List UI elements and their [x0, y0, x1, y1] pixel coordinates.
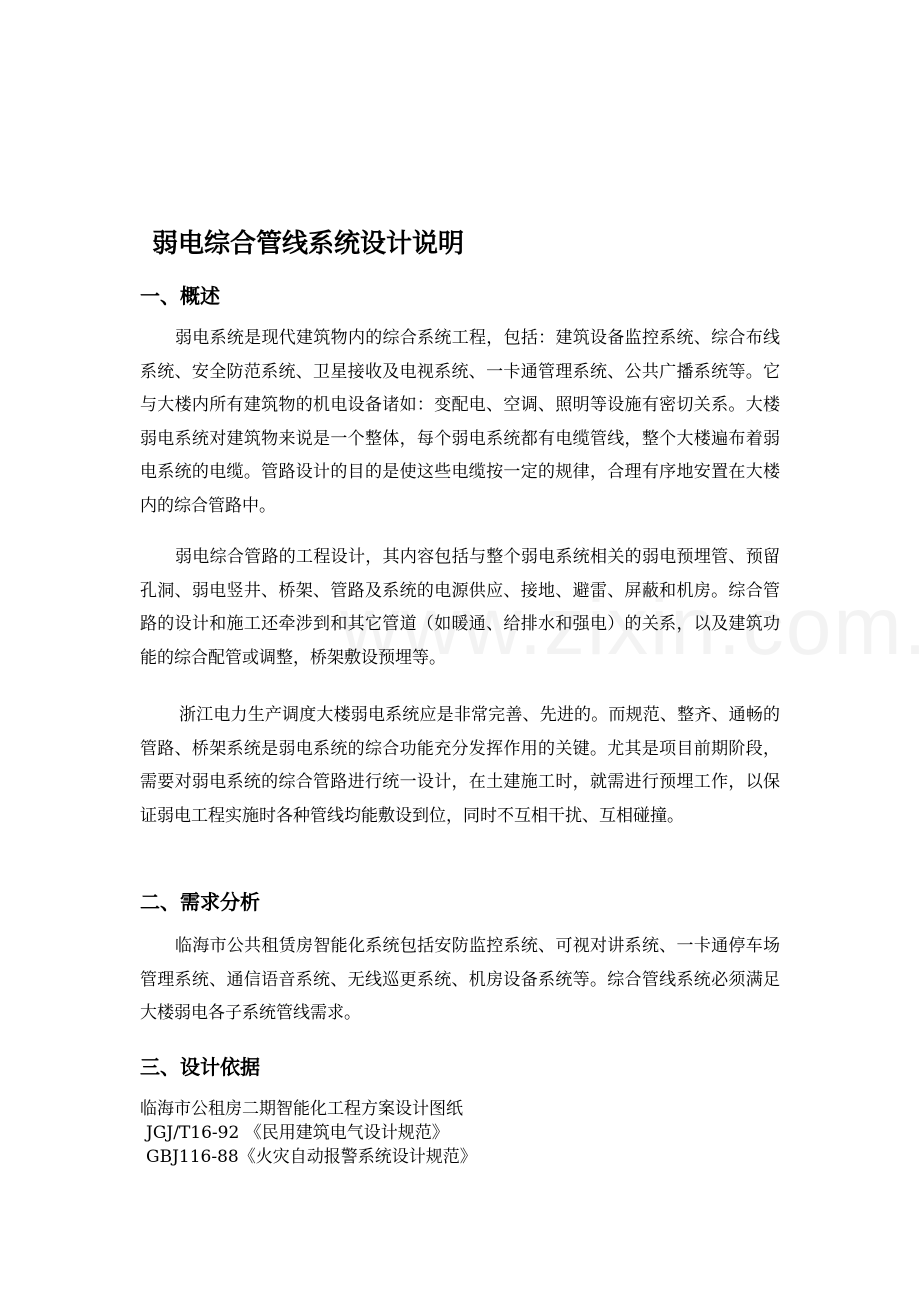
document-title: 弱电综合管线系统设计说明	[152, 229, 465, 259]
section-heading-overview: 一、概述	[140, 284, 220, 308]
reference-item: JGJ/T16-92 《民用建筑电气设计规范》	[146, 1123, 449, 1143]
section-heading-design-basis: 三、设计依据	[140, 1055, 260, 1079]
overview-paragraph-3: 浙江电力生产调度大楼弱电系统应是非常完善、先进的。而规范、整齐、通畅的管路、桥架系统是弱电系统的综合功能充分发挥作用的关键。尤其是项目前期阶段，需要对弱电系统的综合管路进行统一设计，在土建施工时，就需进行预埋工作，以保证弱电工程实施时各种管线均能敷设到位，同时不互相干扰、互相碰撞。	[140, 705, 780, 826]
overview-paragraph-1: 弱电系统是现代建筑物内的综合系统工程，包括：建筑设备监控系统、综合布线系统、安全防范系统、卫星接收及电视系统、一卡通管理系统、公共广播系统等。它与大楼内所有建筑物的机电设备诸如：变配电、空调、照明等设施有密切关系。大楼弱电系统对建筑物来说是一个整体，每个弱电系统都有电缆管线，整个大楼遍布着弱电系统的电缆。管路设计的目的是使这些电缆按一定的规律，合理有序地安置在大楼内的综合管路中。	[140, 328, 780, 516]
reference-item: 临海市公租房二期智能化工程方案设计图纸	[140, 1099, 463, 1119]
overview-paragraph-2: 弱电综合管路的工程设计，其内容包括与整个弱电系统相关的弱电预埋管、预留孔洞、弱电竖井、桥架、管路及系统的电源供应、接地、避雷、屏蔽和机房。综合管路的设计和施工还牵涉到和其它管道（如暖通、给排水和强电）的关系，以及建筑功能的综合配管或调整，桥架敷设预埋等。	[140, 547, 780, 668]
requirements-paragraph: 临海市公共租赁房智能化系统包括安防监控系统、可视对讲系统、一卡通停车场管理系统、通信语音系统、无线巡更系统、机房设备系统等。综合管线系统必须满足大楼弱电各子系统管线需求。	[140, 936, 780, 1024]
section-heading-requirements: 二、需求分析	[140, 890, 260, 914]
reference-item: GBJ116-88《火灾自动报警系统设计规范》	[146, 1147, 477, 1167]
